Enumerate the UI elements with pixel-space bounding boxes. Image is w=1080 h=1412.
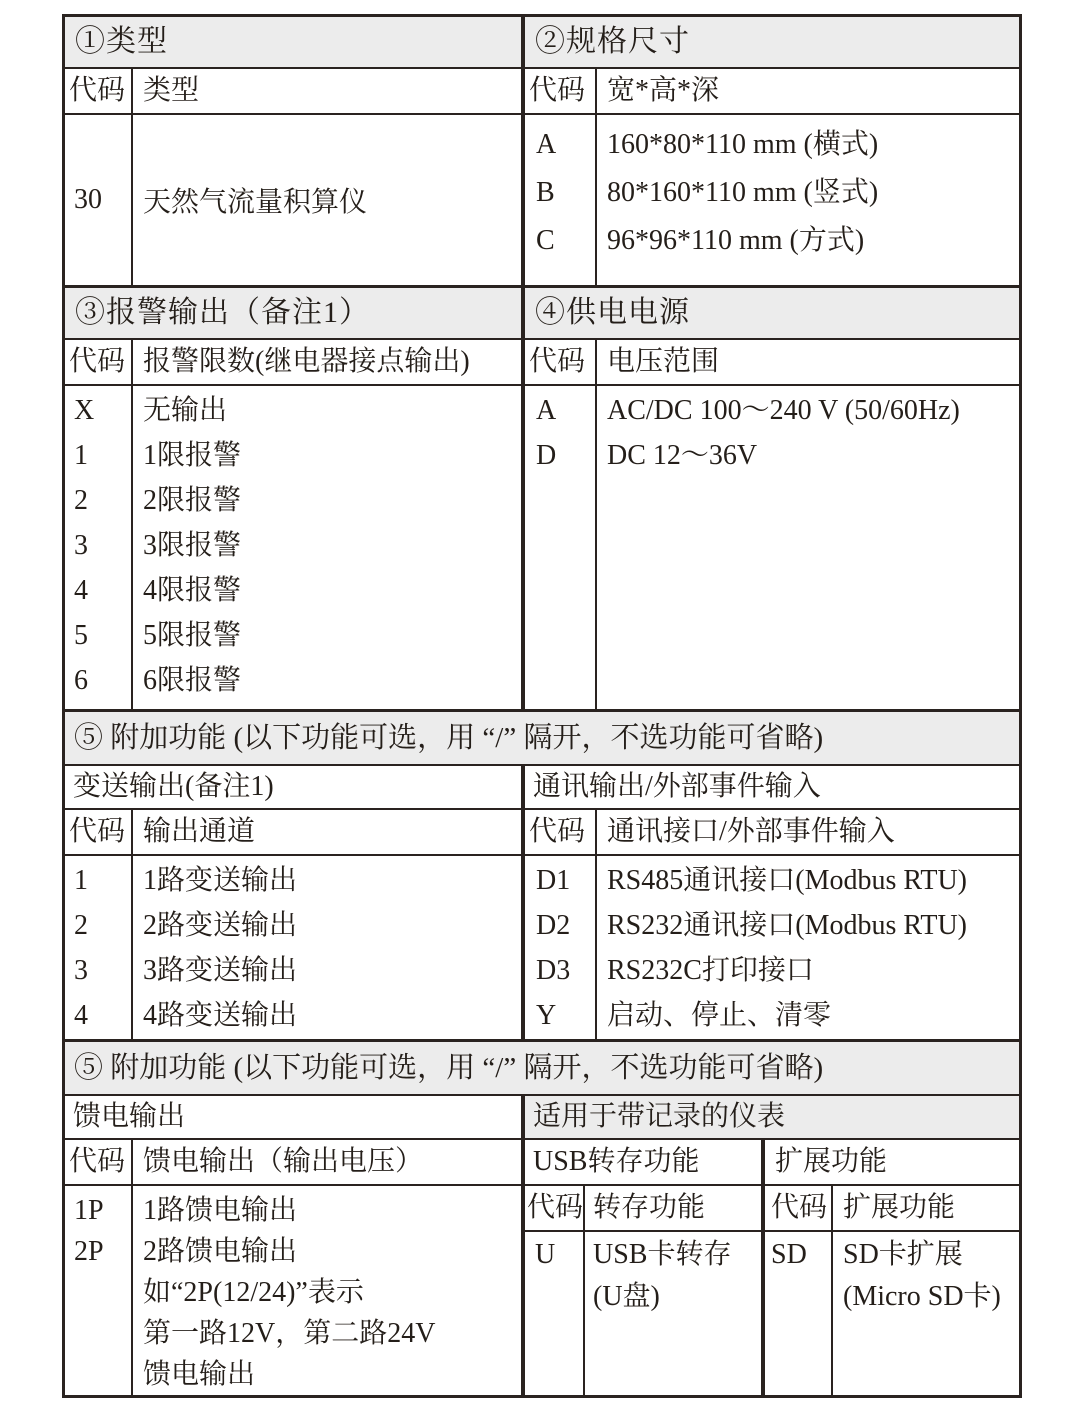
excitation-codes [65,1186,133,1395]
sd-code-sd: SD [771,1239,807,1270]
section3-title: ③报警输出（备注1） [65,288,521,340]
recorder-data-rows [525,1232,1019,1395]
retransmission-label-1: 1路变送输出 [143,865,298,896]
excitation-note-line1: 如“2P(12/24)”表示 [143,1277,364,1308]
section3-codes [65,386,133,709]
section2-size-table [525,17,1019,285]
usb-code-header: 代码 [525,1186,585,1230]
section1-code-header: 代码 [65,69,133,113]
communication-label-d2: RS232通讯接口(Modbus RTU) [607,910,968,941]
communication-column-headers [525,810,1019,856]
excitation-column-headers [65,1140,521,1186]
section3-alarm-table [65,288,525,709]
recorder-functions-table [525,1096,1019,1395]
section1-type-value: 天然气流量积算仪 [143,187,368,218]
section2-title: ②规格尺寸 [525,17,1019,69]
usb-function-line1: USB卡转存 [593,1239,732,1270]
section5b-title: ⑤ 附加功能 (以下功能可选，用 “/” 隔开，不选功能可省略) [65,1042,1019,1096]
section5b-body [65,1096,1019,1395]
excitation-note-line2: 第一路12V，第二路24V [143,1318,436,1349]
section2-code-c: C [536,225,555,256]
section4-code-header: 代码 [525,340,597,384]
section3-label-4: 4限报警 [143,575,242,606]
communication-code-d3: D3 [536,955,571,986]
section3-label-3: 3限报警 [143,530,242,561]
section4-code-d: D [536,440,557,471]
communication-labels [597,856,1019,1039]
retransmission-code-3: 3 [74,955,88,986]
section2-code-a: A [536,129,557,160]
usb-function-line2: (U盘) [593,1281,660,1312]
sd-function-header: 扩展功能 [843,1192,956,1223]
communication-label-y: 启动、停止、清零 [607,1000,832,1031]
section4-labels [597,386,1019,709]
section1-code-30: 30 [65,115,133,285]
section4-voltage-d: DC 12～36V [607,440,758,471]
recorder-subgroup-headers [525,1140,1019,1186]
section1-label-header: 类型 [143,75,200,106]
section3-label-header: 报警限数(继电器接点输出) [143,346,470,377]
section2-label-header: 宽*高*深 [607,75,720,106]
block-additional-functions-2 [62,1042,1022,1398]
section3-labels [133,386,521,709]
usb-group-header: USB转存功能 [525,1140,765,1184]
section3-label-x: 无输出 [143,395,228,426]
section4-label-header: 电压范围 [607,346,720,377]
communication-group-header: 通讯输出/外部事件输入 [525,766,1019,810]
retransmission-code-4: 4 [74,1000,88,1031]
section2-size-a: 160*80*110 mm (横式) [607,129,879,160]
section5a-body [65,766,1019,1039]
section4-data-rows [525,386,1019,709]
retransmission-data-rows [65,856,521,1039]
retransmission-group-header: 变送输出(备注1) [65,766,521,810]
section3-code-x: X [74,395,95,426]
retransmission-column-headers [65,810,521,856]
block-additional-functions-1 [62,712,1022,1042]
section2-data-rows [525,115,1019,285]
section3-code-5: 5 [74,620,88,651]
section2-size-b: 80*160*110 mm (竖式) [607,177,879,208]
section4-column-headers [525,340,1019,386]
section4-voltage-a: AC/DC 100～240 V (50/60Hz) [607,395,960,426]
communication-code-y: Y [536,1000,557,1031]
retransmission-code-2: 2 [74,910,88,941]
retransmission-codes [65,856,133,1039]
section2-code-b: B [536,177,555,208]
sd-function-line1: SD卡扩展 [843,1239,963,1270]
section3-label-2: 2限报警 [143,485,242,516]
retransmission-label-3: 3路变送输出 [143,955,298,986]
communication-output-table [525,766,1019,1039]
retransmission-label-2: 2路变送输出 [143,910,298,941]
section3-column-headers [65,340,521,386]
retransmission-label-header: 输出通道 [143,816,256,847]
communication-code-d1: D1 [536,865,571,896]
sd-function-cell [833,1232,1019,1395]
excitation-code-1p: 1P [74,1195,104,1226]
usb-code-u: U [535,1239,556,1270]
section4-title: ④供电电源 [525,288,1019,340]
retransmission-output-table [65,766,525,1039]
section2-column-headers [525,69,1019,115]
section1-column-headers [65,69,521,115]
excitation-label-header: 馈电输出（输出电压） [143,1146,424,1177]
communication-code-d2: D2 [536,910,571,941]
section3-code-6: 6 [74,665,88,696]
retransmission-code-header: 代码 [65,810,133,854]
section3-label-1: 1限报警 [143,440,242,471]
excitation-code-header: 代码 [65,1140,133,1184]
section3-data-rows [65,386,521,709]
ordering-spec-sheet [62,14,1022,1398]
communication-label-d1: RS485通讯接口(Modbus RTU) [607,865,968,896]
section2-code-header: 代码 [525,69,597,113]
section2-size-c: 96*96*110 mm (方式) [607,225,865,256]
excitation-labels [133,1186,521,1395]
usb-function-cell [585,1232,765,1395]
section2-codes [525,115,597,285]
section3-label-6: 6限报警 [143,665,242,696]
communication-label-d3: RS232C打印接口 [607,955,814,986]
excitation-note-line3: 馈电输出 [143,1359,256,1390]
block-type-and-size [62,14,1022,288]
block-alarm-and-power [62,288,1022,712]
excitation-code-2p: 2P [74,1236,104,1267]
section4-power-table [525,288,1019,709]
excitation-data-rows [65,1186,521,1395]
communication-codes [525,856,597,1039]
excitation-output-table [65,1096,525,1395]
recorder-column-headers [525,1186,1019,1232]
section3-code-4: 4 [74,575,88,606]
usb-code-cell [525,1232,585,1395]
recorder-group-header: 适用于带记录的仪表 [525,1096,1019,1140]
section4-codes [525,386,597,709]
section3-label-5: 5限报警 [143,620,242,651]
section1-title: ①类型 [65,17,521,69]
section1-type-table [65,17,525,285]
communication-label-header: 通讯接口/外部事件输入 [607,816,895,847]
section3-code-1: 1 [74,440,88,471]
retransmission-labels [133,856,521,1039]
sd-group-header: 扩展功能 [775,1146,888,1177]
section4-code-a: A [536,395,557,426]
sd-code-header: 代码 [765,1186,833,1230]
retransmission-code-1: 1 [74,865,88,896]
communication-data-rows [525,856,1019,1039]
retransmission-label-4: 4路变送输出 [143,1000,298,1031]
excitation-label-2p: 2路馈电输出 [143,1236,298,1267]
sd-function-line2: (Micro SD卡) [843,1281,1001,1312]
section3-code-2: 2 [74,485,88,516]
section1-data-row [65,115,521,285]
excitation-group-header: 馈电输出 [65,1096,521,1140]
usb-function-header: 转存功能 [585,1186,765,1230]
sd-code-cell [765,1232,833,1395]
section3-code-3: 3 [74,530,88,561]
section5a-title: ⑤ 附加功能 (以下功能可选，用 “/” 隔开，不选功能可省略) [65,712,1019,766]
section3-code-header: 代码 [65,340,133,384]
communication-code-header: 代码 [525,810,597,854]
section2-labels [597,115,1019,285]
excitation-label-1p: 1路馈电输出 [143,1195,298,1226]
